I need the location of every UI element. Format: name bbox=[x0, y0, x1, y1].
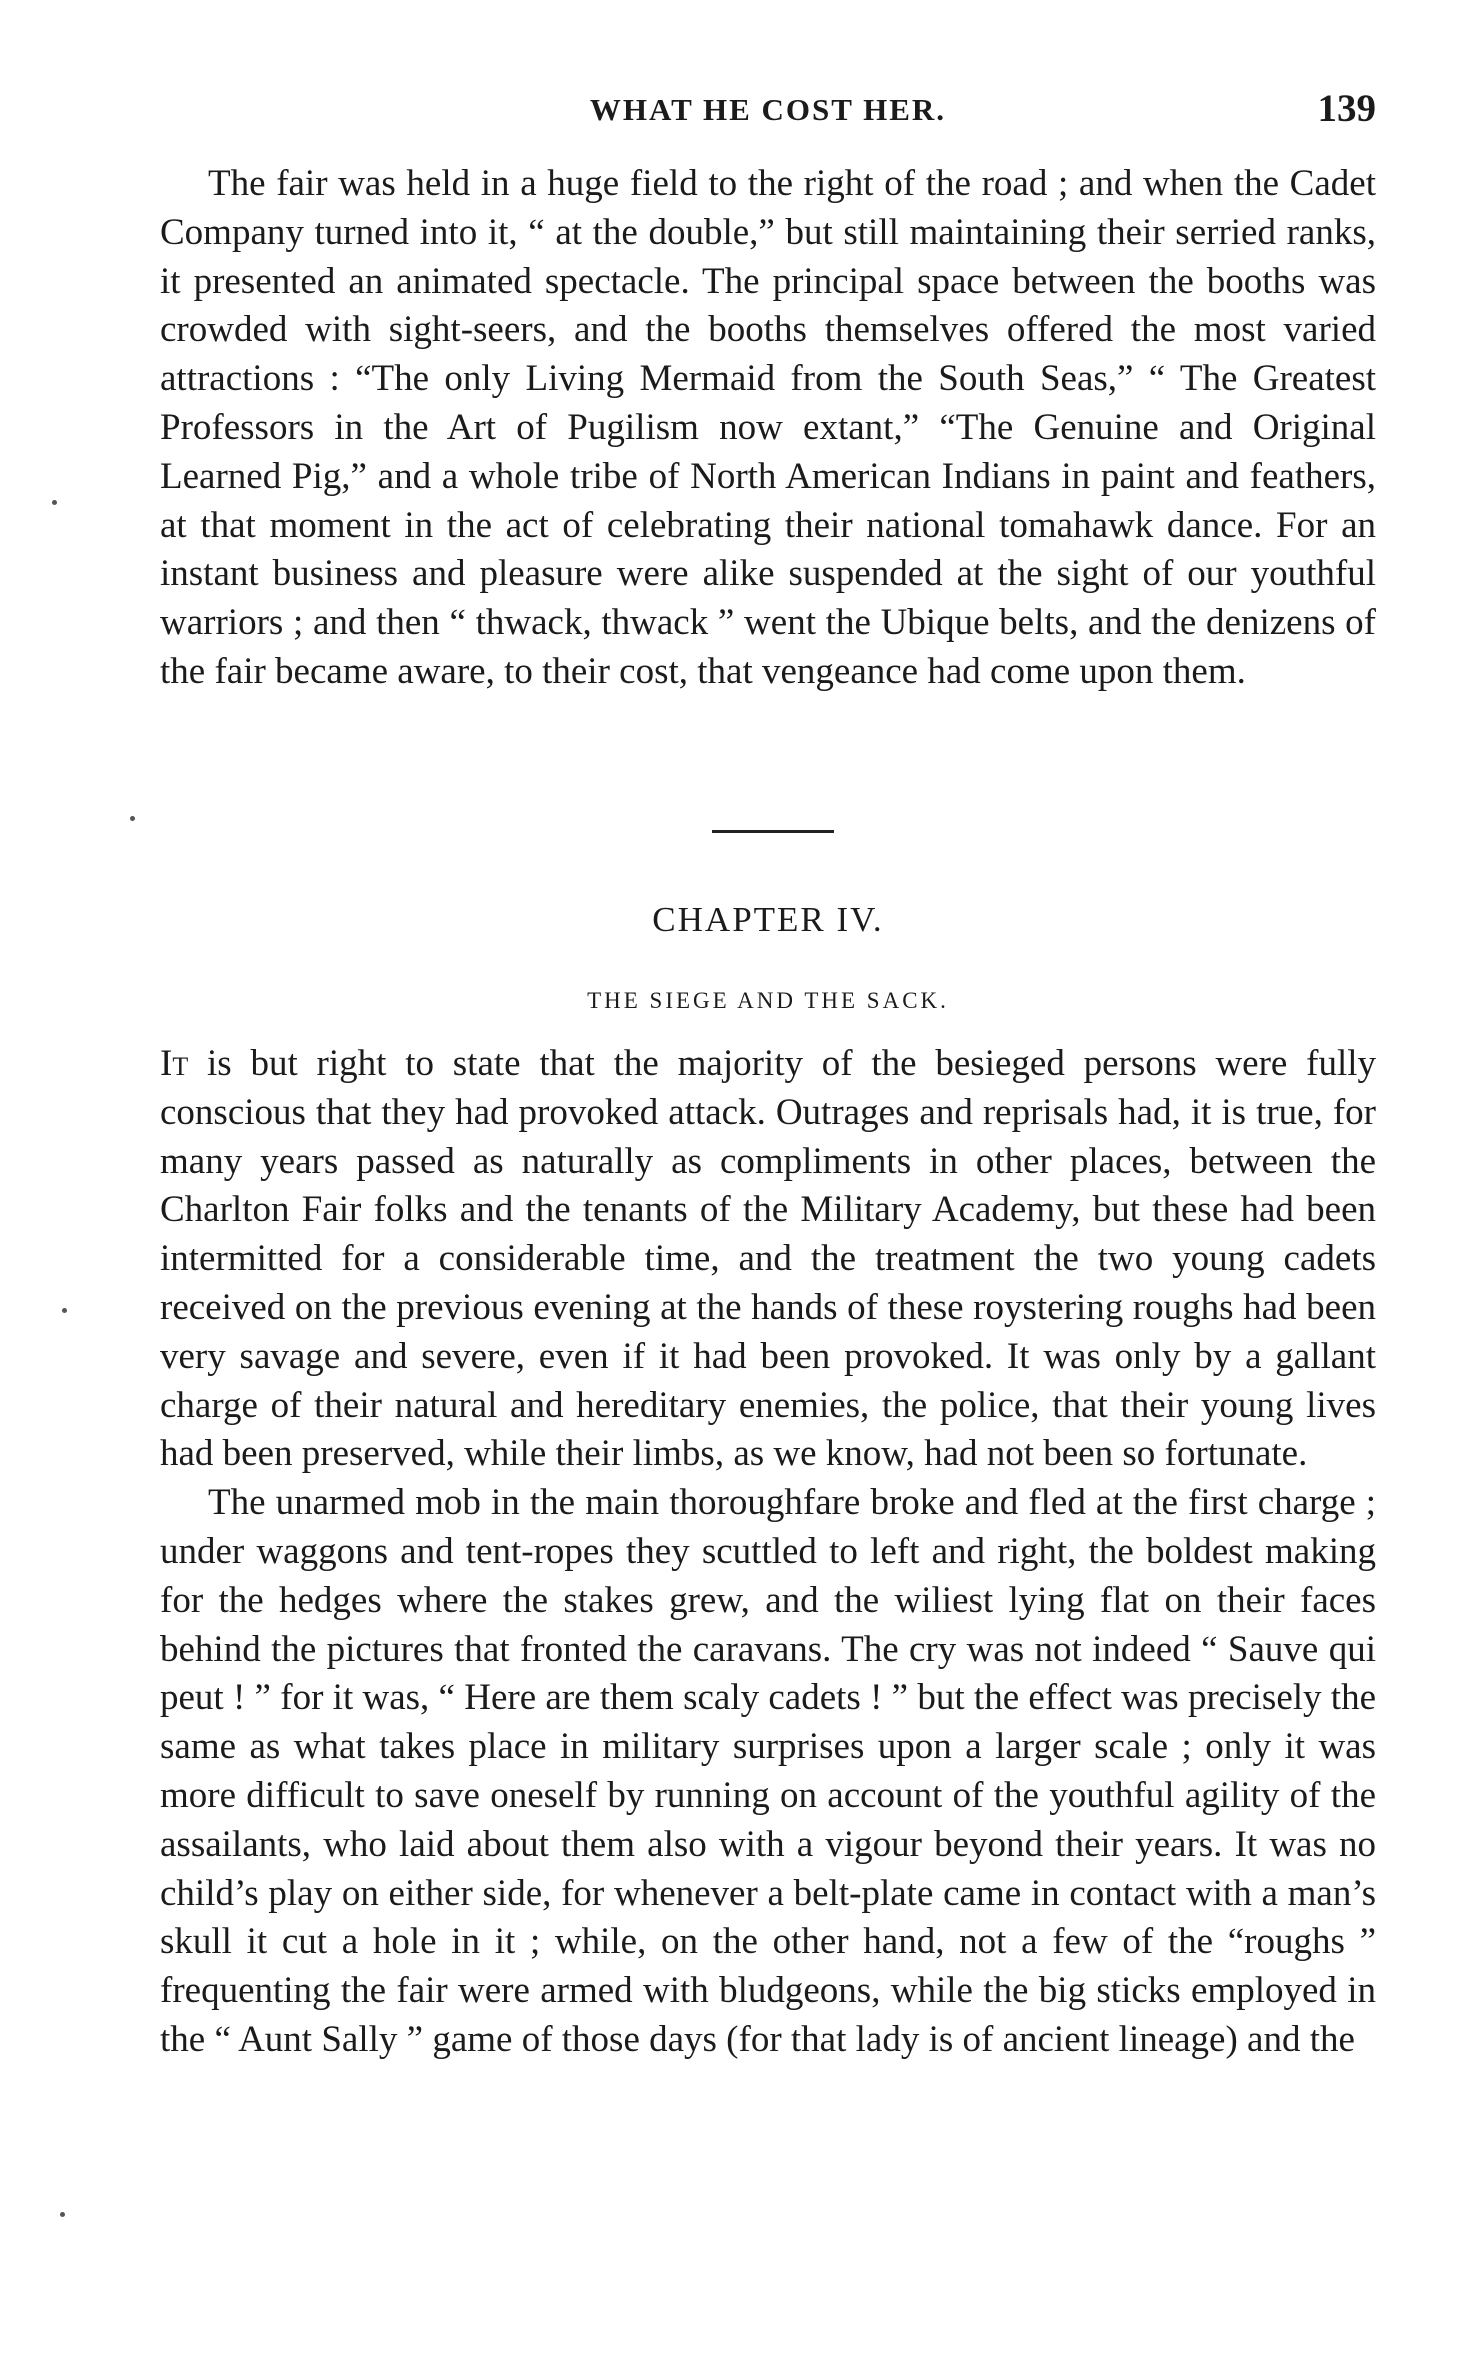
opening-word: It bbox=[160, 1043, 189, 1084]
running-head bbox=[160, 86, 1376, 136]
paragraph-opening bbox=[160, 1040, 1376, 1479]
scan-speck bbox=[52, 500, 57, 505]
opening-paragraph-text: is but right to state that the majority of the besieged persons were fully conscious that they had provoked attack. Outrages and reprisals had, it is true, for many years passed as naturally as compliments in other places, between the Charlton Fair folks and the tenants of the Military Academy, but these had been intermitted for a considerable time, and the treatment the two young cadets received on the previous evening at the hands of these roystering roughs had been very savage and severe, even if it had been provoked. It was only by a gallant charge of their natural and hereditary enemies, the police, that their young lives had been preserved, while their limbs, as we know, had not been so fortunate. bbox=[160, 1043, 1376, 1475]
page-number: 139 bbox=[1317, 87, 1376, 130]
running-title: WHAT HE COST HER. bbox=[589, 92, 947, 127]
scan-speck bbox=[62, 1308, 67, 1313]
paragraph-fair: The fair was held in a huge field to the right of the road ; and when the Cadet Company turned into it, “ at the double,” but still maintaining their serried ranks, it presented an animated spectacle. The principal space between the booths was crowded with sight-seers, and the booths themselves offered the most varied attractions : “The only Living Mermaid from the South Seas,” “ The Greatest Professors in the Art of Pugilism now extant,” “The Genuine and Original Learned Pig,” and a whole tribe of North American Indians in paint and feathers, at that moment in the act of celebrating their national tomahawk dance. For an instant business and pleasure were alike suspended at the sight of our youthful warriors ; and then “ thwack, thwack ” went the Ubique belts, and the denizens of the fair became aware, to their cost, that vengeance had come upon them. bbox=[160, 163, 1376, 692]
section-divider-rule bbox=[712, 830, 834, 833]
scan-speck bbox=[60, 2212, 65, 2217]
chapter-title: THE SIEGE AND THE SACK. bbox=[587, 988, 949, 1013]
top-text-block bbox=[160, 160, 1376, 697]
scan-speck bbox=[130, 816, 135, 821]
chapter-text-block bbox=[160, 1040, 1376, 2065]
paragraph-mob: The unarmed mob in the main thoroughfare broke and fled at the first charge ; under waggons and tent-ropes they scuttled to left and right, the boldest making for the hedges where the stakes grew, and the wiliest lying flat on their faces behind the pictures that fronted the caravans. The cry was not indeed “ Sauve qui peut ! ” for it was, “ Here are them scaly cadets ! ” but the effect was precisely the same as what takes place in military surprises upon a larger scale ; only it was more difficult to save oneself by running on account of the youthful agility of the assailants, who laid about them also with a vigour beyond their years. It was no child’s play on either side, for whenever a belt-plate came in contact with a man’s skull it cut a hole in it ; while, on the other hand, not a few of the “roughs ” frequenting the fair were armed with bludgeons, while the big sticks employed in the “ Aunt Sally ” game of those days (for that lady is of ancient lineage) and the bbox=[160, 1482, 1376, 2060]
chapter-heading: CHAPTER IV. bbox=[652, 900, 884, 939]
